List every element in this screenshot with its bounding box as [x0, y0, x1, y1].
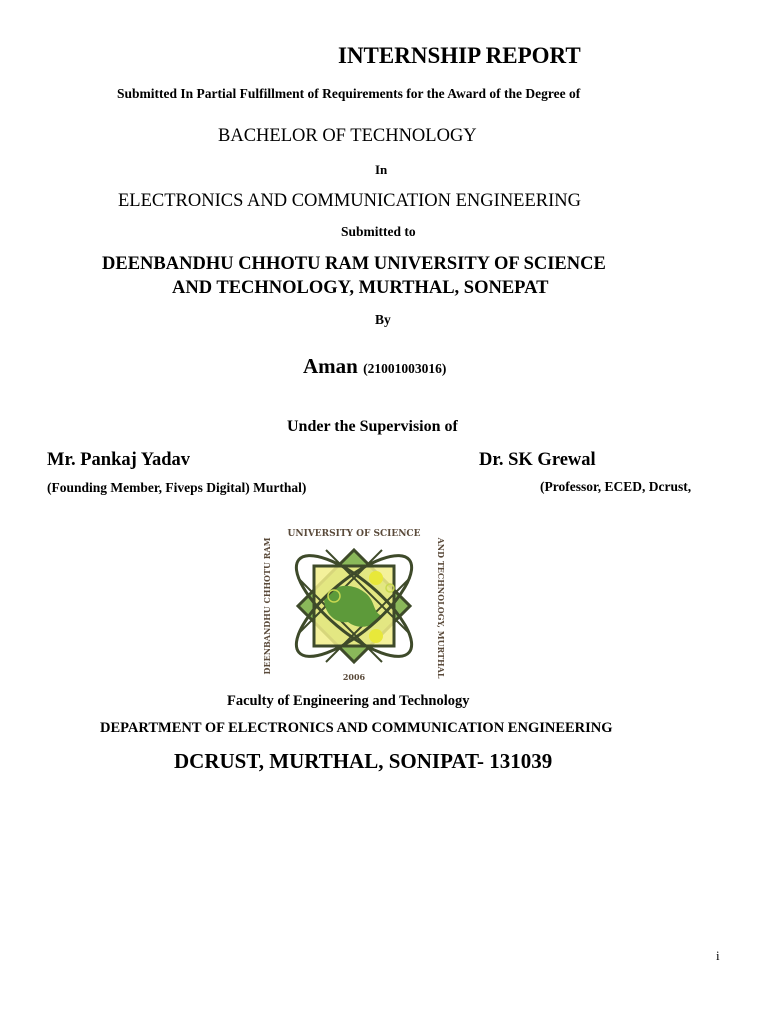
- department-name: DEPARTMENT OF ELECTRONICS AND COMMUNICATION ENGINEERING: [100, 720, 613, 736]
- by-label: By: [375, 312, 391, 327]
- report-title: INTERNSHIP REPORT: [338, 43, 581, 68]
- faculty-name: Faculty of Engineering and Technology: [227, 693, 470, 709]
- branch-name: ELECTRONICS AND COMMUNICATION ENGINEERING: [118, 191, 581, 211]
- supervision-label: Under the Supervision of: [287, 418, 458, 435]
- supervisor-1-affiliation: (Founding Member, Fiveps Digital) Murthal): [47, 480, 307, 495]
- logo-left-text: DEENBANDHU CHHOTU RAM: [262, 537, 272, 675]
- student-name: Aman: [303, 354, 358, 378]
- logo-year: 2006: [342, 672, 366, 682]
- degree-fulfillment-line: Submitted In Partial Fulfillment of Requirements for the Award of the Degree of: [117, 86, 581, 101]
- university-name-line2: AND TECHNOLOGY, MURTHAL, SONEPAT: [172, 278, 549, 298]
- university-name-line1: DEENBANDHU CHHOTU RAM UNIVERSITY OF SCIENCE: [102, 254, 606, 274]
- student-line: [303, 354, 446, 379]
- supervisor-1-name: Mr. Pankaj Yadav: [47, 450, 191, 470]
- student-roll-number: (21001003016): [363, 361, 447, 376]
- university-logo: [258, 522, 448, 684]
- supervisor-2-name: Dr. SK Grewal: [479, 450, 596, 470]
- logo-top-text: UNIVERSITY OF SCIENCE: [287, 529, 421, 539]
- in-label: In: [375, 162, 388, 177]
- logo-right-text: AND TECHNOLOGY, MURTHAL: [436, 537, 446, 679]
- degree-name: BACHELOR OF TECHNOLOGY: [218, 126, 477, 146]
- institution-address: DCRUST, MURTHAL, SONIPAT- 131039: [174, 749, 553, 773]
- submitted-to-label: Submitted to: [341, 224, 416, 239]
- supervisor-2-affiliation: (Professor, ECED, Dcrust,: [540, 479, 692, 494]
- page-number: i: [716, 948, 720, 963]
